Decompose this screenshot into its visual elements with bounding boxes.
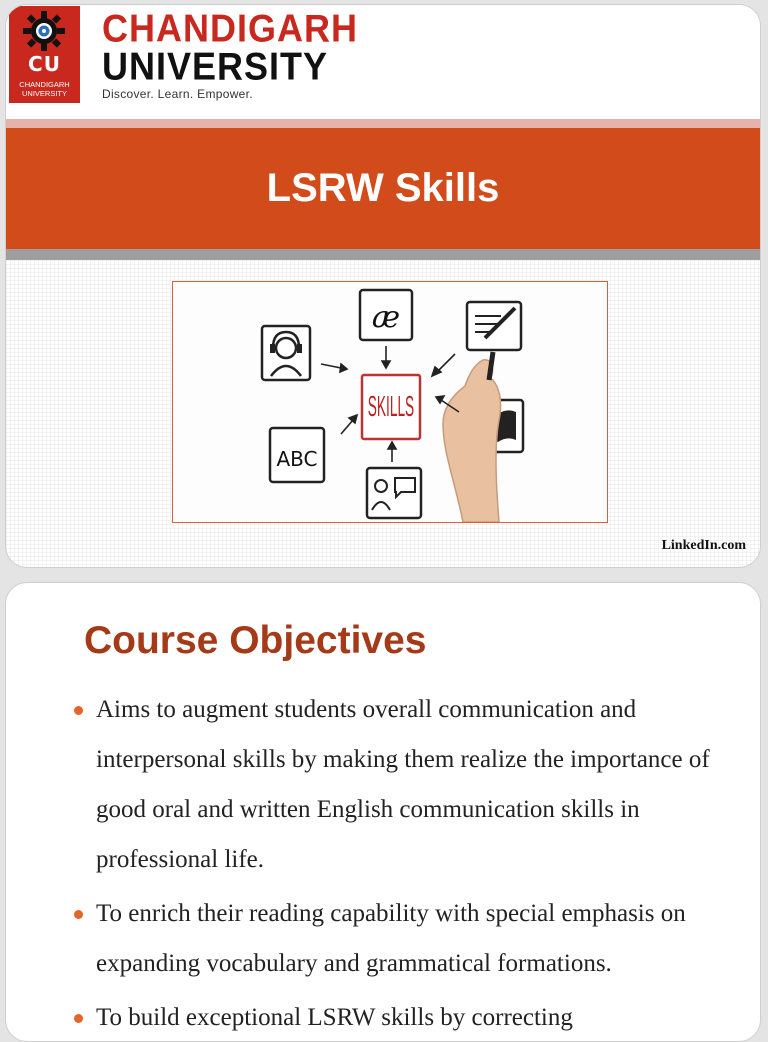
logo-letters: CU <box>28 52 61 76</box>
slide-header <box>6 5 760 119</box>
gear-emblem-icon <box>22 11 66 51</box>
brand-name-line-2: UNIVERSITY <box>102 43 329 89</box>
list-item: To enrich their reading capability with special emphasis on expanding vocabulary and grammatical formations. <box>72 889 732 989</box>
skills-center-card <box>362 375 420 439</box>
ae-symbol-icon <box>360 290 412 340</box>
list-item: To build exceptional LSRW skills by correcting <box>72 993 732 1042</box>
slide-title: LSRW Skills <box>266 166 500 210</box>
university-logo <box>9 6 80 103</box>
headphones-person-icon <box>262 326 310 380</box>
logo-line-1: CHANDIGARH <box>19 80 70 89</box>
abc-card-label: ABC <box>276 447 318 471</box>
speaking-person-icon <box>367 468 421 518</box>
skills-center-label: SKILLS <box>367 390 415 423</box>
logo-line-2: UNIVERSITY <box>21 89 67 98</box>
objectives-list <box>72 685 732 1042</box>
pen-paper-icon <box>467 302 521 350</box>
list-item: Aims to augment students overall communication and interpersonal skills by making them realize the importance of good oral and written English communication skills in professional life. <box>72 685 732 885</box>
brand-tagline: Discover. Learn. Empower. <box>102 87 253 101</box>
objectives-title: Course Objectives <box>84 619 427 662</box>
header-divider <box>6 119 760 128</box>
title-divider <box>6 249 760 260</box>
skills-illustration <box>172 281 608 523</box>
title-slide <box>5 4 761 568</box>
ae-symbol-text: æ <box>371 300 401 335</box>
hand-drawing-icon <box>443 352 501 522</box>
abc-card-icon <box>270 428 324 482</box>
brand-name-line-1: CHANDIGARH <box>102 5 358 51</box>
objectives-slide <box>5 582 761 1042</box>
image-credit: LinkedIn.com <box>661 538 746 553</box>
